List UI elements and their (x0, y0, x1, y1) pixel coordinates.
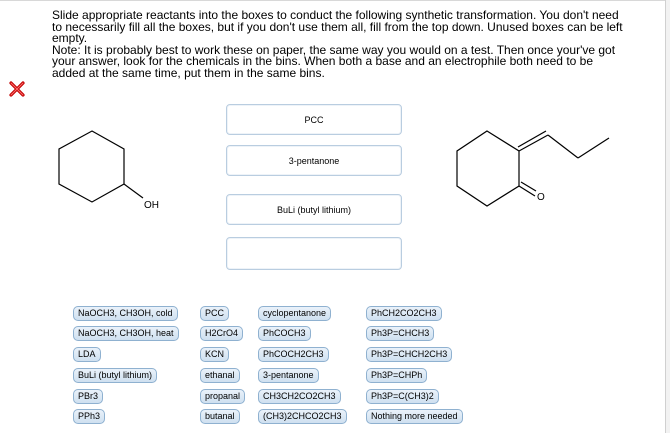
reaction-bin-3[interactable] (226, 194, 402, 225)
reaction-bin-1[interactable] (226, 104, 402, 135)
reagent-chip[interactable]: LDA (73, 347, 101, 362)
bin-value: BuLi (butyl lithium) (276, 204, 352, 215)
reaction-bin-4[interactable] (226, 237, 402, 270)
hydroxyl-label: OH (144, 200, 159, 211)
instruction-line: empty. (52, 31, 88, 46)
reagent-chip[interactable]: Ph3P=CHPh (366, 368, 427, 383)
reagent-chip[interactable]: CH3CH2CO2CH3 (258, 389, 341, 404)
reagent-chip[interactable]: cyclopentanone (258, 306, 331, 321)
instruction-line: to necessarily fill all the boxes, but if you don't use them all, fill from the top down. Unused boxes can be left (52, 19, 623, 34)
reaction-bin-2[interactable] (226, 145, 402, 176)
reagent-chip[interactable]: NaOCH3, CH3OH, cold (73, 306, 178, 321)
reagent-chip[interactable]: PPh3 (73, 409, 105, 424)
red-x-icon (8, 80, 26, 98)
reagent-chip[interactable]: 3-pentanone (258, 368, 319, 383)
bin-value: PCC (304, 114, 324, 125)
starting-material-structure (45, 125, 175, 225)
reagent-chip[interactable]: ethanal (200, 368, 240, 383)
reagent-chip[interactable]: (CH3)2CHCO2CH3 (258, 409, 347, 424)
instructions (52, 10, 652, 80)
carbonyl-oxygen-label: O (537, 192, 545, 203)
reagent-chip[interactable]: PCC (200, 306, 229, 321)
reagent-chip[interactable]: PBr3 (73, 389, 103, 404)
reagent-chip[interactable]: H2CrO4 (200, 326, 243, 341)
reagent-chip[interactable]: Nothing more needed (366, 409, 463, 424)
reagent-chip[interactable]: PhCOCH3 (258, 326, 311, 341)
bin-value: 3-pentanone (288, 155, 340, 166)
reagent-chip[interactable]: NaOCH3, CH3OH, heat (73, 326, 179, 341)
product-structure (455, 120, 615, 220)
reagent-chip[interactable]: butanal (200, 409, 240, 424)
instruction-line: your answer, look for the chemicals in the bins. When both a base and an electrophile both need to be (52, 54, 594, 69)
instruction-line: Note: It is probably best to work these on paper, the same way you would on a test. Then once your've got (52, 42, 616, 57)
instruction-line: added at the same time, put them in the same bins. (52, 65, 325, 80)
reagent-chip[interactable]: Ph3P=C(CH3)2 (366, 389, 439, 404)
reagent-chip[interactable]: BuLi (butyl lithium) (73, 368, 157, 383)
reagent-chip[interactable]: PhCH2CO2CH3 (366, 306, 442, 321)
reagent-chip[interactable]: Ph3P=CHCH3 (366, 326, 434, 341)
reagent-chip[interactable]: KCN (200, 347, 229, 362)
top-border (0, 0, 670, 1)
instruction-line: Slide appropriate reactants into the boxes to conduct the following synthetic transformation. You don't need (52, 8, 619, 22)
reagent-chip[interactable]: Ph3P=CHCH2CH3 (366, 347, 452, 362)
reagent-chip[interactable]: PhCOCH2CH3 (258, 347, 329, 362)
scrollbar[interactable] (665, 0, 670, 433)
reagent-chip[interactable]: propanal (200, 389, 245, 404)
